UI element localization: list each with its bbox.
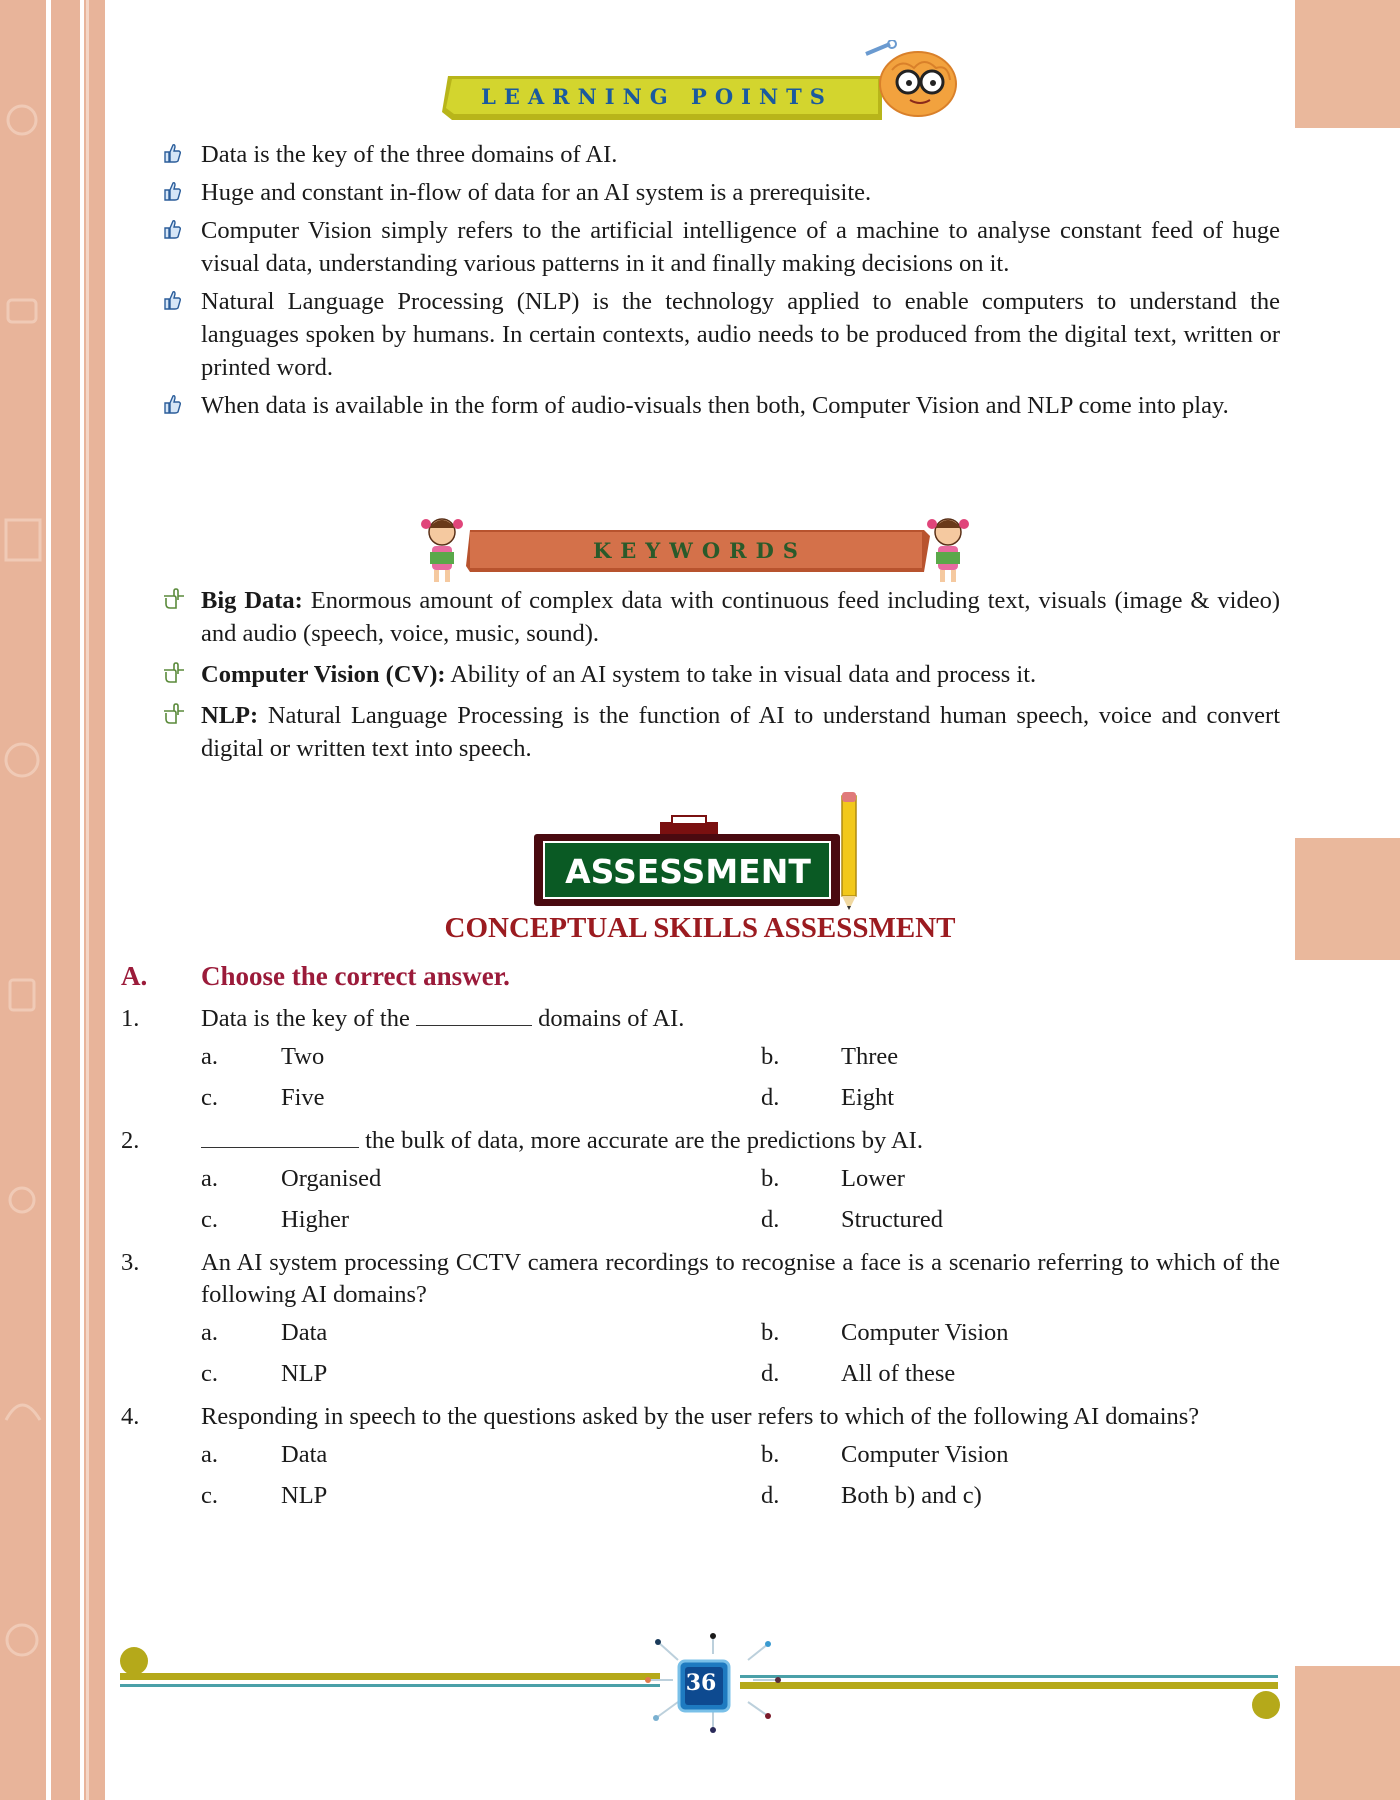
- question-stem: [121, 1401, 1280, 1433]
- question-number: 1.: [121, 1005, 140, 1032]
- options: [121, 1161, 1280, 1243]
- question-list: [121, 1003, 1280, 1523]
- option-letter: c.: [201, 1084, 218, 1111]
- option-text: Lower: [841, 1165, 905, 1192]
- pointing-hand-icon: [162, 703, 188, 725]
- option-text: Higher: [281, 1206, 350, 1233]
- list-item: [160, 389, 1280, 422]
- learning-point-text: Huge and constant in-flow of data for an AI system is a prerequisite.: [201, 179, 872, 206]
- question: [121, 1125, 1280, 1243]
- girl-reading-icon: [421, 519, 463, 582]
- keywords-banner: [420, 512, 980, 584]
- options: [121, 1437, 1280, 1519]
- thumbs-up-icon: [162, 393, 182, 415]
- thumbs-up-icon: [162, 180, 182, 202]
- question-stem: [121, 1003, 1280, 1035]
- list-item: [160, 138, 1280, 171]
- keyword-term: Big Data:: [201, 587, 303, 614]
- brain-with-glasses-icon: [862, 40, 958, 120]
- question-text-before: Data is the key of the: [201, 1005, 410, 1032]
- thumbs-up-icon: [162, 289, 182, 311]
- section-letter: A.: [121, 961, 148, 991]
- learning-point-text: Computer Vision simply refers to the artificial intelligence of a machine to analyse constant feed of huge visual data, understanding various patterns in it and finally making decisions on it.: [201, 217, 1280, 277]
- answer-blank: [416, 1005, 532, 1026]
- option-text: Computer Vision: [841, 1319, 1009, 1346]
- keyword-definition: Natural Language Processing is the function of AI to understand human speech, voice and convert digital or written text into speech.: [201, 702, 1281, 762]
- question-text-after: domains of AI.: [538, 1005, 685, 1032]
- option-text: Organised: [281, 1165, 382, 1192]
- option-text: Data: [281, 1319, 328, 1346]
- keyword-definition: Ability of an AI system to take in visual data and process it.: [450, 661, 1037, 688]
- learning-points-title: LEARNING POINTS: [481, 84, 833, 109]
- answer-blank: [201, 1127, 359, 1148]
- question-text-after: the bulk of data, more accurate are the predictions by AI.: [365, 1127, 923, 1154]
- option-letter: d.: [761, 1206, 780, 1233]
- list-item: [160, 658, 1280, 691]
- option-text: Data: [281, 1441, 328, 1468]
- right-decorative-tab: [1295, 0, 1400, 128]
- list-item: [160, 176, 1280, 209]
- keywords-list: [160, 584, 1280, 773]
- option-letter: d.: [761, 1084, 780, 1111]
- question-number: 3.: [121, 1249, 140, 1276]
- section-title: CONCEPTUAL SKILLS ASSESSMENT: [444, 912, 956, 944]
- question-stem: [121, 1247, 1280, 1311]
- option-letter: b.: [761, 1165, 780, 1192]
- learning-points-list: [160, 138, 1280, 427]
- option-text: NLP: [281, 1360, 328, 1387]
- option-letter: b.: [761, 1043, 780, 1070]
- question-number: 2.: [121, 1127, 140, 1154]
- assessment-logo-text: ASSESSMENT: [565, 852, 811, 891]
- band-stripe: [86, 0, 89, 1800]
- question: [121, 1401, 1280, 1519]
- question: [121, 1003, 1280, 1121]
- question: [121, 1247, 1280, 1397]
- learning-point-text: Natural Language Processing (NLP) is the technology applied to enable computers to understand the languages spoken by humans. In certain contexts, audio needs to be produced from the digital text, written or printed word.: [201, 288, 1280, 381]
- question-text: Responding in speech to the questions asked by the user refers to which of the following AI domains?: [201, 1403, 1200, 1430]
- option-letter: c.: [201, 1482, 218, 1509]
- option-text: Five: [281, 1084, 325, 1111]
- option-letter: c.: [201, 1360, 218, 1387]
- keywords-title: KEYWORDS: [593, 538, 807, 563]
- keyword-term: NLP:: [201, 702, 259, 729]
- option-letter: a.: [201, 1441, 218, 1468]
- learning-point-text: When data is available in the form of audio-visuals then both, Computer Vision and NLP come into play.: [201, 392, 1229, 419]
- options: [121, 1315, 1280, 1397]
- option-letter: d.: [761, 1360, 780, 1387]
- band-stripe: [80, 0, 84, 1800]
- keyword-term: Computer Vision (CV):: [201, 661, 446, 688]
- option-text: Three: [841, 1043, 899, 1070]
- footer-dot-icon: [120, 1647, 148, 1675]
- right-decorative-tab: [1295, 1666, 1400, 1800]
- list-item: [160, 699, 1280, 765]
- list-item: [160, 214, 1280, 280]
- learning-point-text: Data is the key of the three domains of AI.: [201, 141, 618, 168]
- decorative-pattern-icon: [0, 0, 46, 1800]
- option-text: Eight: [841, 1084, 895, 1111]
- question-stem: [121, 1125, 1280, 1157]
- thumbs-up-icon: [162, 218, 182, 240]
- option-letter: b.: [761, 1441, 780, 1468]
- option-letter: d.: [761, 1482, 780, 1509]
- option-text: Both b) and c): [841, 1482, 982, 1509]
- question-number: 4.: [121, 1403, 140, 1430]
- keyword-definition: Enormous amount of complex data with continuous feed including text, visuals (image & video) and audio (speech, voice, music, sound).: [201, 587, 1280, 647]
- question-text: An AI system processing CCTV camera recordings to recognise a face is a scenario referring to which of the following AI domains?: [201, 1249, 1280, 1308]
- list-item: [160, 584, 1280, 650]
- option-text: Two: [281, 1043, 325, 1070]
- option-text: Computer Vision: [841, 1441, 1009, 1468]
- option-text: NLP: [281, 1482, 328, 1509]
- page-number: 36: [685, 1670, 717, 1696]
- pointing-hand-icon: [162, 662, 188, 684]
- thumbs-up-icon: [162, 142, 182, 164]
- learning-points-banner: [442, 76, 956, 120]
- option-letter: b.: [761, 1319, 780, 1346]
- pointing-hand-icon: [162, 588, 188, 610]
- options: [121, 1039, 1280, 1121]
- option-letter: a.: [201, 1043, 218, 1070]
- list-item: [160, 285, 1280, 384]
- section-heading-text: Choose the correct answer.: [201, 961, 510, 991]
- option-text: All of these: [841, 1360, 956, 1387]
- band-stripe: [46, 0, 51, 1800]
- option-letter: a.: [201, 1165, 218, 1192]
- option-text: Structured: [841, 1206, 944, 1233]
- footer-dot-icon: [1252, 1691, 1280, 1719]
- option-letter: a.: [201, 1319, 218, 1346]
- option-letter: c.: [201, 1206, 218, 1233]
